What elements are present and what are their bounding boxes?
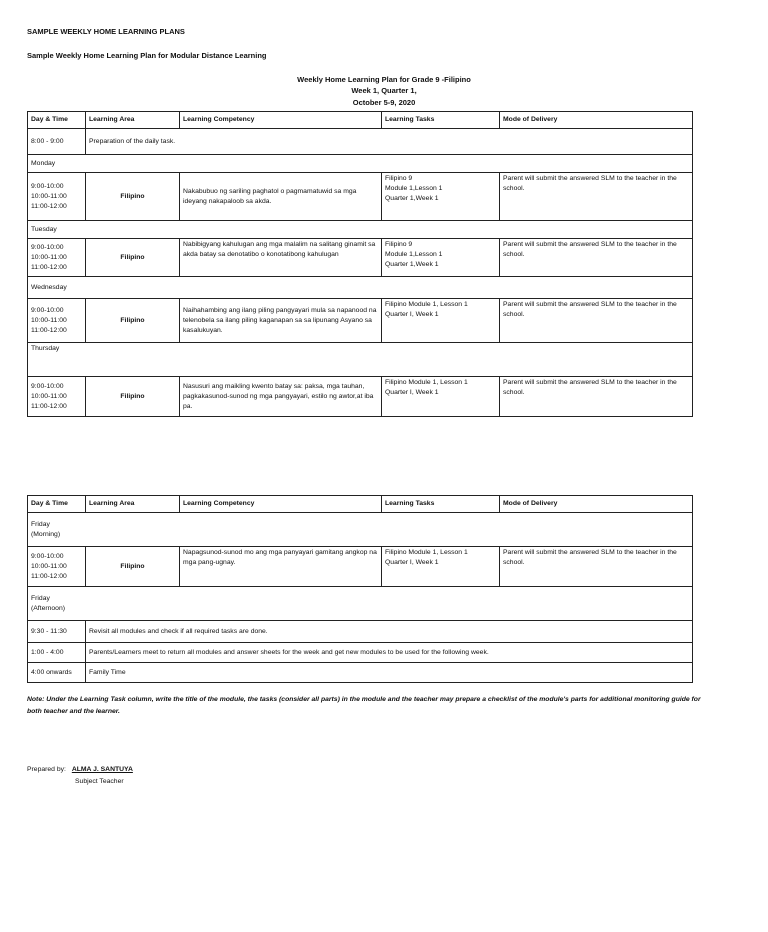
learning-area: Filipino — [86, 299, 180, 343]
table-row — [28, 173, 693, 221]
col-header-learning-competency: Learning Competency — [180, 496, 382, 513]
col-header-learning-tasks: Learning Tasks — [382, 496, 500, 513]
col-header-mode-of-delivery: Mode of Delivery — [500, 496, 693, 513]
document-title: SAMPLE WEEKLY HOME LEARNING PLANS — [27, 27, 185, 36]
col-header-day-time: Day & Time — [28, 112, 86, 129]
plan-dates: October 5-9, 2020 — [352, 98, 416, 107]
prepared-by-role: Subject Teacher — [75, 778, 124, 785]
prep-text: Preparation of the daily task. — [86, 129, 693, 155]
learning-area: Filipino — [86, 173, 180, 221]
table-row — [28, 377, 693, 417]
learning-tasks: Filipino 9 Module 1,Lesson 1 Quarter 1,Week 1 — [382, 173, 500, 221]
activity-text: Parents/Learners meet to return all modules and answer sheets for the week and get new modules to be used for the following week. — [86, 643, 693, 663]
learning-competency: Naihahambing ang ilang piling pangyayari mula sa napanood na telenobela sa ilang piling kaganapan sa sa lipunang Asyano sa kasalukuyan. — [180, 299, 382, 343]
time-slot: 1:00 - 4:00 — [28, 643, 86, 663]
day-label-tuesday: Tuesday — [28, 221, 693, 239]
time-slots: 9:00-10:00 10:00-11:00 11:00-12:00 — [28, 239, 86, 277]
learning-competency: Nasusuri ang maikling kwento batay sa: paksa, mga tauhan, pagkakasunod-sunod ng mga pangyayari, estilo ng awtor,at iba pa. — [180, 377, 382, 417]
table-header-row — [28, 112, 693, 129]
col-header-day-time: Day & Time — [28, 496, 86, 513]
table-row — [28, 129, 693, 155]
plan-title: Weekly Home Learning Plan for Grade 9 -Filipino — [297, 75, 471, 84]
table-row — [28, 663, 693, 683]
mode-of-delivery: Parent will submit the answered SLM to the teacher in the school. — [500, 239, 693, 277]
learning-competency: Napagsunod-sunod mo ang mga panyayari gamitang angkop na mga pang-ugnay. — [180, 547, 382, 587]
learning-area: Filipino — [86, 547, 180, 587]
table-row — [28, 299, 693, 343]
day-label-friday-afternoon: Friday (Afternoon) — [28, 587, 693, 621]
mode-of-delivery: Parent will submit the answered SLM to the teacher in the school. — [500, 299, 693, 343]
learning-tasks: Filipino Module 1, Lesson 1 Quarter I, Week 1 — [382, 299, 500, 343]
day-row — [28, 513, 693, 547]
day-row — [28, 587, 693, 621]
time-slots: 9:00-10:00 10:00-11:00 11:00-12:00 — [28, 173, 86, 221]
prepared-by — [27, 766, 133, 773]
table-row — [28, 547, 693, 587]
day-row — [28, 155, 693, 173]
time-slots: 9:00-10:00 10:00-11:00 11:00-12:00 — [28, 299, 86, 343]
mode-of-delivery: Parent will submit the answered SLM to the teacher in the school. — [500, 547, 693, 587]
learning-competency: Nakabubuo ng sariling paghatol o pagmamatuwid sa mga ideyang nakapaloob sa akda. — [180, 173, 382, 221]
learning-tasks: Filipino Module 1, Lesson 1 Quarter I, Week 1 — [382, 377, 500, 417]
activity-text: Family Time — [86, 663, 693, 683]
learning-area: Filipino — [86, 239, 180, 277]
time-slots: 9:00-10:00 10:00-11:00 11:00-12:00 — [28, 547, 86, 587]
learning-tasks: Filipino Module 1, Lesson 1 Quarter I, Week 1 — [382, 547, 500, 587]
prepared-by-label: Prepared by: — [27, 766, 66, 773]
day-row — [28, 277, 693, 299]
mode-of-delivery: Parent will submit the answered SLM to the teacher in the school. — [500, 173, 693, 221]
learning-competency: Nabibigyang kahulugan ang mga malalim na salitang ginamit sa akda batay sa denotatibo o konotatibong kahulugan — [180, 239, 382, 277]
table-row — [28, 621, 693, 643]
day-label-thursday: Thursday — [28, 343, 693, 377]
document-subtitle: Sample Weekly Home Learning Plan for Modular Distance Learning — [27, 51, 267, 60]
table-row — [28, 643, 693, 663]
day-row — [28, 221, 693, 239]
learning-area: Filipino — [86, 377, 180, 417]
table-row — [28, 239, 693, 277]
time-slots: 9:00-10:00 10:00-11:00 11:00-12:00 — [28, 377, 86, 417]
weekly-plan-table-1 — [27, 111, 693, 417]
day-label-wednesday: Wednesday — [28, 277, 693, 299]
day-label-monday: Monday — [28, 155, 693, 173]
note-text: Note: Under the Learning Task column, write the title of the module, the tasks (consider all parts) in the module and the teacher may prepare a checklist of the module's parts for additional monitoring guide for both teacher and the learner. — [27, 696, 701, 715]
day-row — [28, 343, 693, 377]
time-slot: 9:30 - 11:30 — [28, 621, 86, 643]
col-header-learning-area: Learning Area — [86, 496, 180, 513]
prepared-by-name: ALMA J. SANTUYA — [71, 766, 133, 773]
activity-text: Revisit all modules and check if all required tasks are done. — [86, 621, 693, 643]
col-header-learning-competency: Learning Competency — [180, 112, 382, 129]
day-label-friday-morning: Friday (Morning) — [28, 513, 693, 547]
learning-tasks: Filipino 9 Module 1,Lesson 1 Quarter 1,Week 1 — [382, 239, 500, 277]
col-header-mode-of-delivery: Mode of Delivery — [500, 112, 693, 129]
prep-time: 8:00 - 9:00 — [28, 129, 86, 155]
plan-week: Week 1, Quarter 1, — [351, 86, 417, 95]
col-header-learning-tasks: Learning Tasks — [382, 112, 500, 129]
time-slot: 4:00 onwards — [28, 663, 86, 683]
col-header-learning-area: Learning Area — [86, 112, 180, 129]
weekly-plan-table-2 — [27, 495, 693, 683]
table-header-row — [28, 496, 693, 513]
mode-of-delivery: Parent will submit the answered SLM to the teacher in the school. — [500, 377, 693, 417]
